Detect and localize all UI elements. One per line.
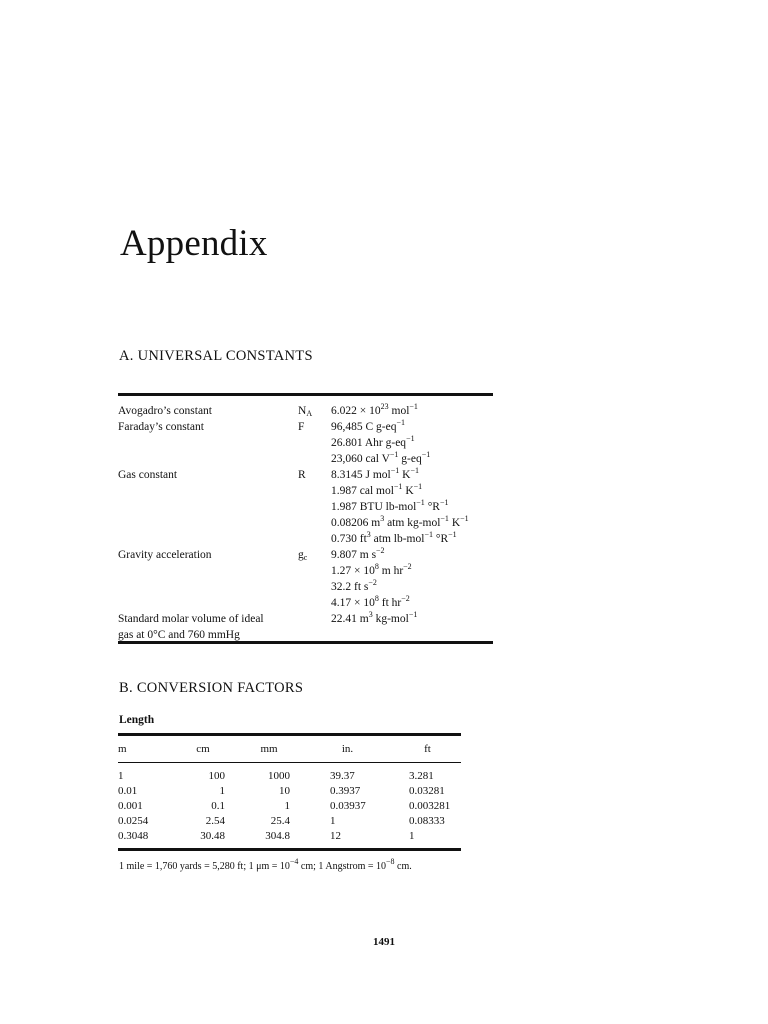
table-cell: 12 bbox=[330, 830, 341, 842]
page-title: Appendix bbox=[120, 223, 268, 264]
table-cell: 39.37 bbox=[330, 770, 355, 782]
constant-name-line2: gas at 0°C and 760 mmHg bbox=[118, 629, 240, 641]
table-cell: 2.54 bbox=[205, 815, 225, 827]
length-subheading: Length bbox=[119, 714, 155, 726]
constant-name: Faraday’s constant bbox=[118, 421, 204, 433]
table-cell: 30.48 bbox=[200, 830, 225, 842]
constant-value: 1.987 BTU lb-mol$^{-1}$ $^\circ R^{-1}$ bbox=[331, 498, 449, 513]
constant-value: 0.730 $ft^3$ atm lb-mol$^{-1}$ $^\circ R^{-1}$ bbox=[331, 530, 457, 545]
length-footnote: 1 mile = 1,760 yards = 5,280 ft; 1 $\mu m = 10^{-4}$ cm; 1 Angstrom = $10^{-8}$ cm. bbox=[119, 857, 412, 872]
table-cell: 0.03281 bbox=[409, 785, 445, 797]
constant-symbol: R bbox=[298, 469, 306, 481]
column-header: mm bbox=[260, 743, 278, 755]
section-b-heading: B. CONVERSION FACTORS bbox=[119, 680, 304, 696]
constant-symbol: $g_c$ bbox=[298, 549, 308, 562]
column-header: cm bbox=[196, 743, 210, 755]
length-table-bottom-rule bbox=[118, 848, 461, 851]
table-top-rule bbox=[118, 393, 493, 396]
constant-value: 96,485 C $g-eq^{-1}$ bbox=[331, 418, 405, 433]
table-cell: 0.0254 bbox=[118, 815, 149, 827]
table-cell: 1000 bbox=[268, 770, 290, 782]
table-cell: 0.03937 bbox=[330, 800, 366, 812]
section-a-heading: A. UNIVERSAL CONSTANTS bbox=[119, 348, 313, 364]
constant-value: $4.17 \times 10^8$ ft $hr^{-2}$ bbox=[331, 594, 410, 609]
constant-value: 23,060 cal $V^{-1}$ $g-eq^{-1}$ bbox=[331, 450, 431, 465]
table-cell: 0.3937 bbox=[330, 785, 361, 797]
constant-value: 22.41 $m^3$ kg-mol$^{-1}$ bbox=[331, 610, 418, 625]
table-cell: 0.1 bbox=[211, 800, 225, 812]
table-cell: 0.003281 bbox=[409, 800, 451, 812]
table-cell: 3.281 bbox=[409, 770, 434, 782]
constant-symbol: $N_A$ bbox=[298, 405, 313, 418]
table-cell: 1 bbox=[330, 815, 336, 827]
constant-symbol: F bbox=[298, 421, 305, 433]
length-table-top-rule bbox=[118, 733, 461, 736]
constant-name: Gas constant bbox=[118, 469, 178, 481]
constant-name: Gravity acceleration bbox=[118, 549, 212, 561]
constant-value: 9.807 m $s^{-2}$ bbox=[331, 546, 385, 561]
constant-value: 0.08206 $m^3$ atm kg-mol$^{-1}$ $K^{-1}$ bbox=[331, 514, 469, 529]
length-table-header-rule bbox=[118, 762, 461, 763]
column-header: ft bbox=[424, 743, 431, 755]
constant-value: $6.022 \times 10^{23}$ mol$^{-1}$ bbox=[331, 402, 418, 417]
table-cell: 304.8 bbox=[265, 830, 290, 842]
table-cell: 10 bbox=[279, 785, 290, 797]
constant-name: Avogadro’s constant bbox=[118, 405, 213, 417]
table-cell: 100 bbox=[208, 770, 225, 782]
table-cell: 0.01 bbox=[118, 785, 138, 797]
constant-value: 8.3145 J mol$^{-1}$ $K^{-1}$ bbox=[331, 466, 419, 481]
table-cell: 1 bbox=[409, 830, 415, 842]
column-header: in. bbox=[341, 743, 354, 755]
column-header: m bbox=[118, 743, 127, 755]
table-cell: 1 bbox=[219, 785, 225, 797]
constant-value: 26.801 Ahr $g-eq^{-1}$ bbox=[331, 434, 415, 449]
constant-value: 32.2 ft $s^{-2}$ bbox=[331, 578, 377, 593]
table-cell: 0.08333 bbox=[409, 815, 445, 827]
constant-value: $1.27 \times 10^8$ m $hr^{-2}$ bbox=[331, 562, 412, 577]
page-number: 1491 bbox=[373, 936, 395, 948]
constant-value: 1.987 cal mol$^{-1}$ $K^{-1}$ bbox=[331, 482, 423, 497]
table-cell: 0.001 bbox=[118, 800, 143, 812]
table-cell: 0.3048 bbox=[118, 830, 149, 842]
table-cell: 1 bbox=[118, 770, 124, 782]
table-cell: 25.4 bbox=[270, 815, 290, 827]
table-bottom-rule bbox=[118, 641, 493, 644]
table-cell: 1 bbox=[284, 800, 290, 812]
constant-name: Standard molar volume of ideal bbox=[118, 613, 264, 625]
